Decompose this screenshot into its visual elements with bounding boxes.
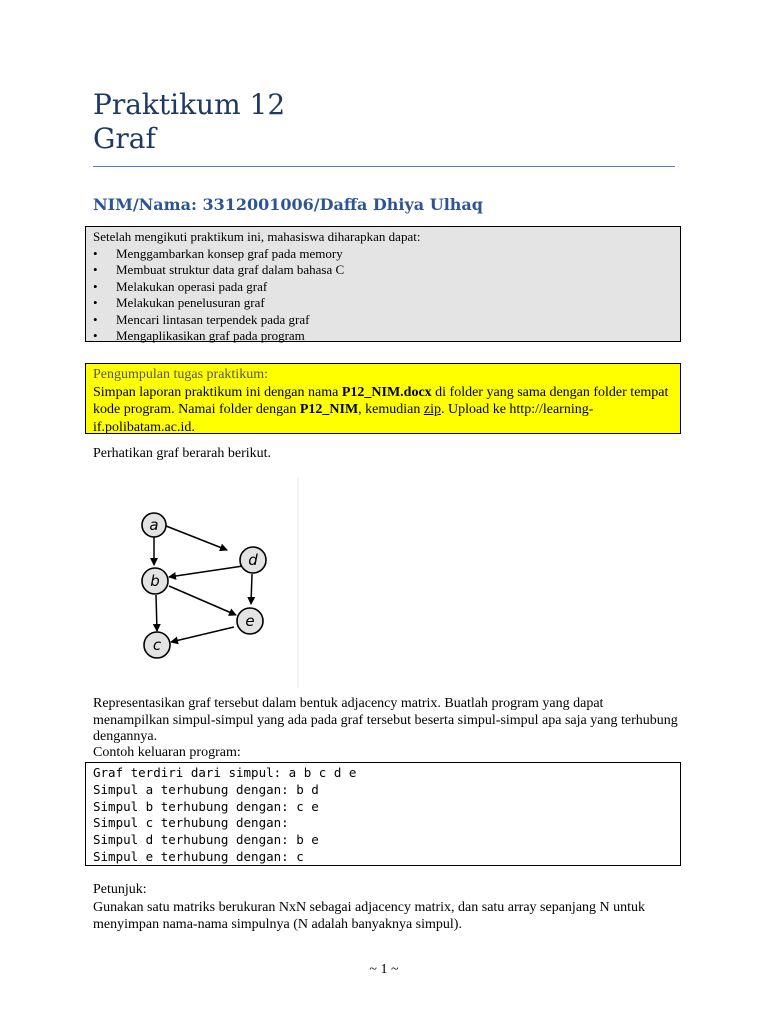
student-heading: [93, 195, 483, 214]
program-output-box: [85, 762, 681, 866]
submission-text: [93, 384, 673, 437]
edge-e-c: [171, 627, 234, 642]
output-line: Simpul a terhubung dengan: b d: [93, 781, 319, 797]
edge-b-c: [156, 595, 157, 631]
hint-text: Gunakan satu matriks berukuran NxN sebagai adjacency matrix, dan satu array sepanjang N untuk menyimpan nama-nama simpulnya (N adalah banyaknya simpul).: [93, 900, 646, 932]
node-b: [142, 568, 168, 594]
graph-figure: [93, 478, 299, 688]
submission-text-3: , kemudian: [358, 402, 424, 417]
hint-label: Petunjuk:: [93, 882, 147, 897]
node-b-label: b: [150, 572, 160, 590]
objective-item: • Mencari lintasan terpendek pada graf: [93, 312, 680, 329]
submission-heading: Pengumpulan tugas praktikum:: [93, 367, 268, 382]
node-c-label: c: [152, 636, 162, 654]
objectives-intro: Setelah mengikuti praktikum ini, mahasiswa diharapkan dapat:: [93, 229, 421, 244]
node-e: [237, 608, 263, 634]
student-label: NIM/Nama: [93, 195, 191, 214]
objectives-list: [93, 246, 680, 345]
node-a: [142, 513, 166, 537]
page-number: ~ 1 ~: [369, 962, 399, 977]
student-separator: :: [190, 195, 203, 214]
node-c: [144, 632, 170, 658]
output-line: Graf terdiri dari simpul: a b c d e: [93, 765, 357, 780]
output-line: Simpul e terhubung dengan: c: [93, 848, 304, 864]
output-line: Simpul d terhubung dengan: b e: [93, 832, 319, 848]
submission-foldername: P12_NIM: [299, 402, 359, 417]
submission-zip: zip: [423, 402, 441, 417]
node-d: [240, 547, 266, 573]
example-label: Contoh keluaran program:: [93, 745, 241, 760]
objectives-box: [85, 226, 681, 342]
student-value: 3312001006/Daffa Dhiya Ulhaq: [202, 195, 483, 214]
node-a-label: a: [149, 516, 159, 534]
directed-graph: [93, 478, 299, 688]
edge-d-e: [251, 574, 252, 604]
node-e-label: e: [245, 612, 255, 630]
title-line-1: Praktikum 12: [93, 88, 286, 121]
task-paragraph: Representasikan graf tersebut dalam bentuk adjacency matrix. Buatlah program yang dapat menampilkan simpul-simpul yang ada pada graf tersebut beserta simpul-simpul apa saja yang terhubung dengannya.: [93, 696, 678, 744]
objective-item: • Melakukan operasi pada graf: [93, 279, 680, 296]
edge-a-d: [161, 524, 227, 550]
submission-filename: P12_NIM.docx: [341, 384, 432, 400]
submission-text-2: di folder yang sama dengan folder tempat kode program. Namai folder dengan: [93, 384, 669, 417]
edge-b-e: [169, 586, 236, 615]
title-line-2: Graf: [93, 122, 156, 155]
edge-d-b: [169, 566, 243, 577]
submission-text-1: Simpan laporan praktikum ini dengan nama: [93, 384, 342, 400]
objective-item: • Membuat struktur data graf dalam bahasa C: [93, 262, 680, 279]
submission-box: [85, 363, 681, 434]
submission-text-4: . Upload ke http://learning-if.polibatam.ac.id.: [93, 402, 594, 435]
objective-item: • Menggambarkan konsep graf pada memory: [93, 246, 680, 263]
output-line: Simpul b terhubung dengan: c e: [93, 798, 319, 814]
intro-paragraph: Perhatikan graf berarah berikut.: [93, 446, 272, 461]
objective-item: • Mengaplikasikan graf pada program: [93, 328, 680, 345]
objective-item: • Melakukan penelusuran graf: [93, 295, 680, 312]
node-d-label: d: [248, 551, 258, 569]
output-line: Simpul c terhubung dengan:: [93, 815, 289, 831]
title-divider: [93, 166, 675, 167]
page-title: [93, 88, 285, 156]
